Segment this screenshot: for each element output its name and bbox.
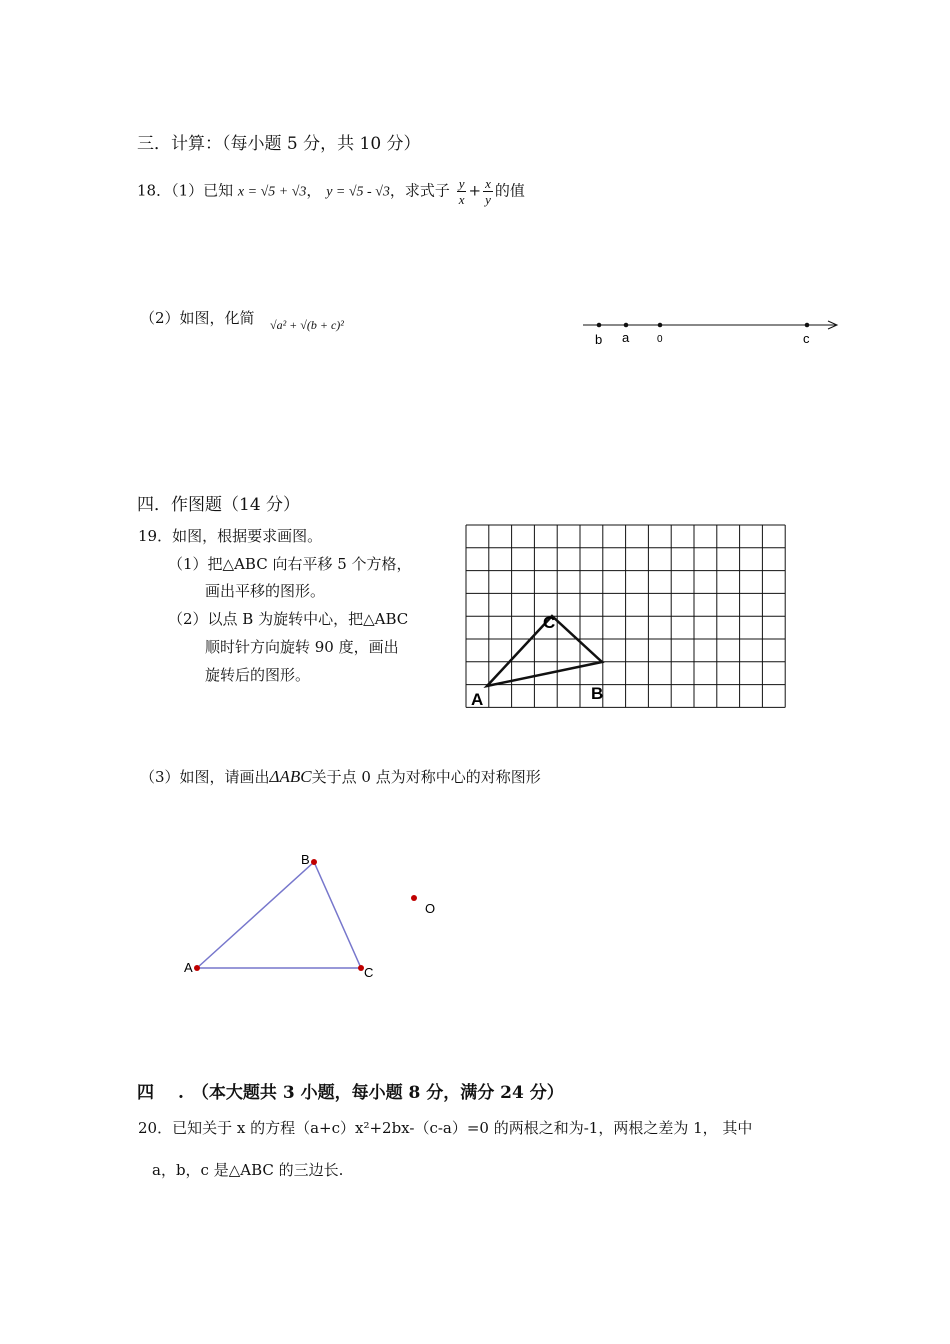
question-19-3 <box>140 766 541 787</box>
label-b: B <box>301 852 310 867</box>
fraction-y-over-x <box>457 176 467 207</box>
point-o <box>411 895 417 901</box>
point-a <box>624 323 629 328</box>
point-zero <box>658 323 663 328</box>
simplify-expression: √a² + √(b + c)² <box>270 318 344 332</box>
grid-figure <box>460 518 792 716</box>
q20-line2: a，b，c 是△ABC 的三边长. <box>152 1161 344 1179</box>
fraction-x-over-y <box>483 176 493 207</box>
question-18-1 <box>137 176 525 207</box>
q19-item1-line2: 画出平移的图形。 <box>205 582 326 600</box>
heading-dot: . <box>178 1083 184 1103</box>
question-18-2: （2）如图，化简 <box>140 309 255 327</box>
plus-sign: + <box>468 181 482 200</box>
q18-end: 的值 <box>494 181 525 200</box>
number-line <box>578 312 842 352</box>
grid-label-c: C <box>543 613 556 632</box>
grid-label-a: A <box>471 690 484 709</box>
label-b: b <box>595 332 603 347</box>
q19-3-pre: （3）如图，请画出 <box>140 768 270 786</box>
label-c: c <box>803 331 810 346</box>
frac1-num: y <box>458 176 465 191</box>
triangle-abc <box>197 862 361 968</box>
section5-heading <box>137 1078 564 1103</box>
q19-item2-line1: （2）以点 B 为旋转中心，把△ABC <box>168 610 409 628</box>
point-a <box>194 965 200 971</box>
q19-item1-line1: （1）把△ABC 向右平移 5 个方格， <box>168 555 412 573</box>
label-a: A <box>184 960 193 975</box>
q19-3-post: 关于点 0 点为对称中心的对称图形 <box>311 768 541 786</box>
point-b <box>597 323 602 328</box>
x-expression: x = √5 + √3 <box>237 184 307 200</box>
label-c: C <box>364 965 374 980</box>
section3-heading: 三．计算：（每小题 5 分，共 10 分） <box>137 134 421 154</box>
grid-label-b: B <box>591 684 604 703</box>
triangle-symbol: ΔABC <box>269 767 312 786</box>
q18-tail: ，求式子 <box>389 181 450 200</box>
symmetry-figure <box>180 848 450 988</box>
heading-number: 四 <box>137 1083 154 1103</box>
y-expression: y = √5 - √3 <box>326 184 390 200</box>
heading-text: （本大题共 3 小题，每小题 8 分，满分 24 分） <box>191 1083 564 1103</box>
frac2-den: y <box>485 192 491 207</box>
label-o: O <box>425 901 436 916</box>
q19-item2-line2: 顺时针方向旋转 90 度，画出 <box>205 638 399 656</box>
point-c <box>805 323 810 328</box>
q19-item2-line3: 旋转后的图形。 <box>205 666 311 684</box>
q18-sep: ， <box>306 181 322 200</box>
q20-line1: 20．已知关于 x 的方程（a+c）x²+2bx-（c-a）=0 的两根之和为-1，两根之差为 1， 其中 <box>138 1119 753 1137</box>
label-a: a <box>622 330 630 345</box>
q19-title: 19．如图，根据要求画图。 <box>138 527 323 545</box>
label-zero: 0 <box>657 334 663 345</box>
q18-lead: 18．（1）已知 <box>137 181 234 200</box>
section4-heading: 四．作图题（14 分） <box>137 495 301 515</box>
frac2-num: x <box>485 176 491 191</box>
point-b <box>311 859 317 865</box>
frac1-den: x <box>458 192 465 207</box>
